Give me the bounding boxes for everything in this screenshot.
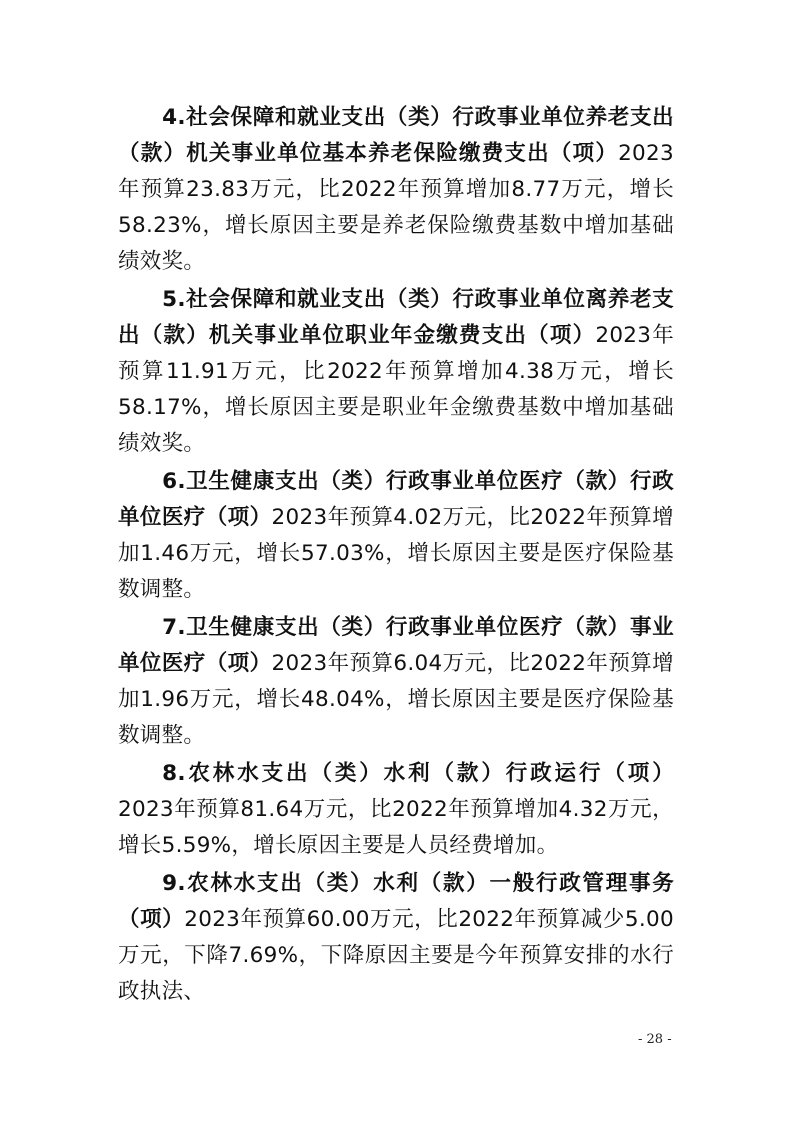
paragraph-item-4 xyxy=(118,100,674,280)
item-body: 2023年预算60.00万元，比2022年预算减少5.00万元，下降7.69%，下降原因主要是今年预算安排的水行政执法、 xyxy=(118,907,674,1004)
paragraph-item-7 xyxy=(118,610,674,754)
page-number: - 28 - xyxy=(638,1032,672,1047)
item-heading: 6.卫生健康支出（类）行政事业单位医疗（款）行政单位医疗（项） xyxy=(118,469,674,530)
document-body xyxy=(118,100,674,1012)
paragraph-item-8 xyxy=(118,756,674,864)
item-body: 2023年预算11.91万元，比2022年预算增加4.38万元，增长58.17%，增长原因主要是职业年金缴费基数中增加基础绩效奖。 xyxy=(118,323,674,456)
paragraph-item-5 xyxy=(118,282,674,462)
item-heading: 9.农林水支出（类）水利（款）一般行政管理事务（项） xyxy=(118,871,674,932)
item-heading: 4.社会保障和就业支出（类）行政事业单位养老支出（款）机关事业单位基本养老保险缴费支出（项） xyxy=(118,105,674,166)
item-heading: 5.社会保障和就业支出（类）行政事业单位离养老支出（款）机关事业单位职业年金缴费支出（项） xyxy=(118,287,674,348)
item-body: 2023年预算4.02万元，比2022年预算增加1.46万元，增长57.03%，增长原因主要是医疗保险基数调整。 xyxy=(118,505,674,602)
item-body: 2023年预算23.83万元，比2022年预算增加8.77万元，增长58.23%，增长原因主要是养老保险缴费基数中增加基础绩效奖。 xyxy=(118,141,674,274)
item-body: 2023年预算6.04万元，比2022年预算增加1.96万元，增长48.04%，增长原因主要是医疗保险基数调整。 xyxy=(118,651,674,748)
item-heading: 8.农林水支出（类）水利（款）行政运行（项） xyxy=(162,761,674,786)
item-body: 2023年预算81.64万元，比2022年预算增加4.32万元，增长5.59%，增长原因主要是人员经费增加。 xyxy=(118,797,674,858)
paragraph-item-6 xyxy=(118,464,674,608)
paragraph-item-9 xyxy=(118,866,674,1010)
item-heading: 7.卫生健康支出（类）行政事业单位医疗（款）事业单位医疗（项） xyxy=(118,615,674,676)
